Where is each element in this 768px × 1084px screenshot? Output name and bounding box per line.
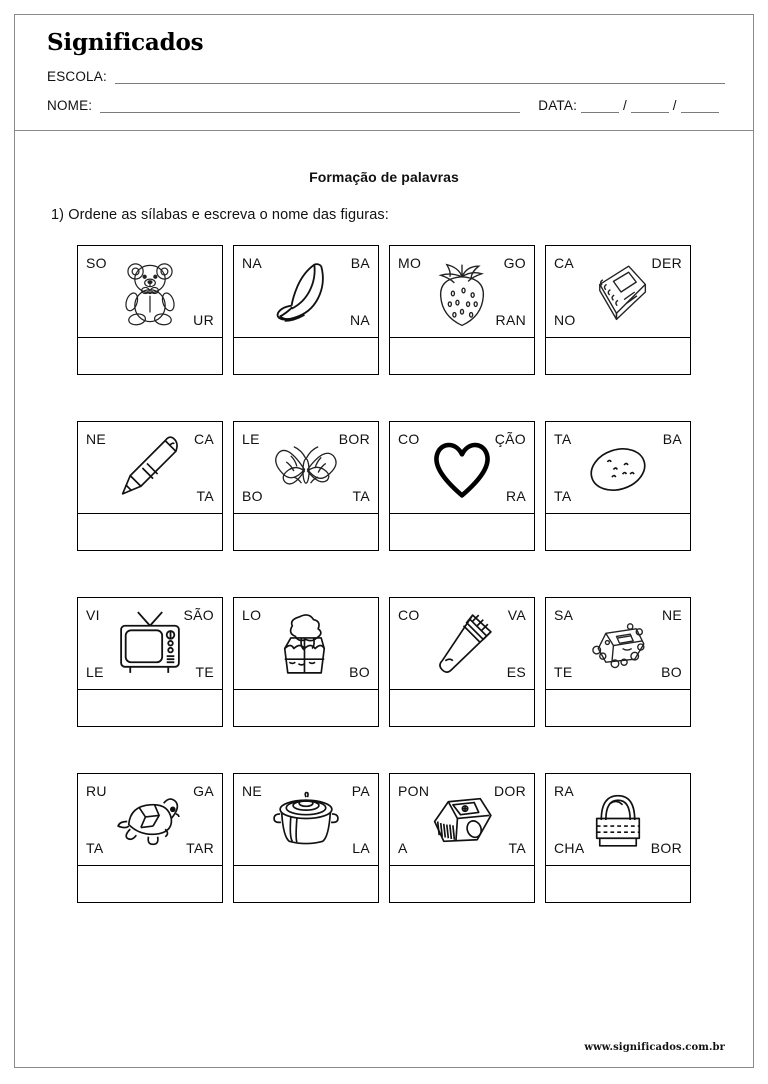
sharpener-icon (423, 782, 501, 858)
syllable-top-left: RA (554, 783, 575, 799)
exercise-card[interactable] (545, 245, 691, 375)
syllable-bottom-left: LE (86, 664, 104, 680)
syllable-bottom-right: TE (195, 664, 214, 680)
answer-line-box[interactable] (78, 514, 222, 550)
card-figure-area (390, 598, 534, 690)
card-figure-area (234, 422, 378, 514)
instruction-text: 1) Ordene as sílabas e escreva o nome das figuras: (51, 207, 389, 223)
syllable-top-right: CA (193, 431, 214, 447)
exercise-card[interactable] (545, 773, 691, 903)
syllable-bottom-left: A (398, 840, 408, 856)
heart-icon (423, 430, 501, 506)
cake-slice-icon (267, 606, 345, 682)
syllable-top-right: BA (350, 255, 370, 271)
card-figure-area (546, 774, 690, 866)
syllable-top-left: PON (398, 783, 430, 799)
page-title: Formação de palavras (309, 169, 459, 185)
syllable-bottom-left: TE (554, 664, 573, 680)
footer-url[interactable]: www.significados.com.br (584, 1042, 725, 1053)
name-label: NOME: (47, 98, 93, 114)
date-separator-1: / (623, 98, 627, 114)
syllable-top-left: NA (242, 255, 263, 271)
syllable-top-left: CA (554, 255, 575, 271)
syllable-bottom-right: TAR (186, 840, 214, 856)
syllable-bottom-right: TA (196, 488, 214, 504)
syllable-bottom-right: BO (349, 664, 370, 680)
date-day-input[interactable] (581, 102, 619, 113)
answer-line-box[interactable] (78, 338, 222, 374)
name-date-field-row (47, 98, 725, 113)
turtle-icon (111, 782, 189, 858)
card-figure-area (78, 422, 222, 514)
syllable-bottom-right: BOR (650, 840, 682, 856)
syllable-bottom-right: UR (193, 312, 214, 328)
card-figure-area (546, 246, 690, 338)
syllable-bottom-right: BO (661, 664, 682, 680)
butterfly-icon (267, 430, 345, 506)
syllable-bottom-right: ES (506, 664, 526, 680)
answer-line-box[interactable] (390, 514, 534, 550)
syllable-bottom-left: NO (554, 312, 576, 328)
syllable-top-right: SÃO (183, 607, 214, 623)
syllable-bottom-left: TA (86, 840, 104, 856)
exercise-card[interactable] (389, 421, 535, 551)
answer-line-box[interactable] (234, 866, 378, 902)
exercise-card[interactable] (389, 245, 535, 375)
syllable-top-right: DOR (493, 783, 526, 799)
date-field-group (538, 98, 722, 113)
syllable-top-right: BOR (338, 431, 370, 447)
banana-icon (267, 254, 345, 330)
cooking-pot-icon (267, 782, 345, 858)
syllable-top-left: LO (242, 607, 262, 623)
name-input-line[interactable] (100, 102, 520, 113)
syllable-bottom-left: BO (242, 488, 263, 504)
notebook-icon (579, 254, 657, 330)
syllable-top-right: ÇÃO (494, 431, 526, 447)
worksheet-body (15, 131, 753, 903)
card-figure-area (234, 246, 378, 338)
syllable-bottom-right: TA (508, 840, 526, 856)
toothbrush-icon (423, 606, 501, 682)
exercise-card[interactable] (77, 421, 223, 551)
syllable-top-right: VA (507, 607, 526, 623)
syllable-top-left: SO (86, 255, 107, 271)
card-row (43, 245, 725, 375)
card-figure-area (234, 598, 378, 690)
syllable-bottom-left: TA (554, 488, 572, 504)
answer-line-box[interactable] (78, 690, 222, 726)
syllable-top-right: GA (193, 783, 214, 799)
card-figure-area (78, 598, 222, 690)
date-month-input[interactable] (631, 102, 669, 113)
syllable-bottom-right: LA (352, 840, 370, 856)
exercise-card[interactable] (77, 597, 223, 727)
exercise-card[interactable] (77, 245, 223, 375)
syllable-top-left: VI (86, 607, 100, 623)
potato-icon (579, 430, 657, 506)
answer-line-box[interactable] (390, 690, 534, 726)
exercise-card[interactable] (545, 421, 691, 551)
exercise-card[interactable] (389, 773, 535, 903)
card-figure-area (546, 422, 690, 514)
card-figure-area (546, 598, 690, 690)
exercise-card[interactable] (77, 773, 223, 903)
card-row (43, 597, 725, 727)
card-figure-area (390, 774, 534, 866)
television-icon (111, 606, 189, 682)
date-separator-2: / (672, 98, 677, 114)
school-field-row (47, 69, 725, 84)
answer-line-box[interactable] (390, 338, 534, 374)
exercise-card[interactable] (389, 597, 535, 727)
syllable-top-left: RU (86, 783, 107, 799)
syllable-bottom-left: CHA (554, 840, 585, 856)
pen-icon (111, 430, 189, 506)
exercise-card[interactable] (545, 597, 691, 727)
answer-line-box[interactable] (234, 514, 378, 550)
syllable-bottom-right: RA (505, 488, 526, 504)
card-figure-area (234, 774, 378, 866)
syllable-bottom-right: TA (352, 488, 370, 504)
card-row (43, 773, 725, 903)
syllable-bottom-right: RAN (495, 312, 526, 328)
syllable-top-left: TA (554, 431, 572, 447)
card-figure-area (78, 774, 222, 866)
syllable-top-left: LE (242, 431, 260, 447)
soap-bar-icon (579, 606, 657, 682)
card-figure-area (390, 422, 534, 514)
syllable-top-left: SA (554, 607, 574, 623)
date-year-input[interactable] (681, 102, 719, 113)
brand-logo: Significados (47, 29, 204, 56)
syllable-top-right: DER (651, 255, 682, 271)
sheet-border (14, 14, 754, 1068)
syllable-top-left: CO (398, 431, 420, 447)
answer-line-box[interactable] (546, 866, 690, 902)
card-figure-area (390, 246, 534, 338)
syllable-top-right: GO (503, 255, 526, 271)
eraser-icon (579, 782, 657, 858)
syllable-top-right: NE (661, 607, 682, 623)
answer-line-box[interactable] (546, 338, 690, 374)
answer-line-box[interactable] (234, 338, 378, 374)
exercise-grid (43, 245, 725, 903)
answer-line-box[interactable] (390, 866, 534, 902)
date-label: DATA: (538, 98, 578, 114)
syllable-top-right: BA (662, 431, 682, 447)
school-input-line[interactable] (115, 73, 725, 84)
card-row (43, 421, 725, 551)
syllable-bottom-right: NA (349, 312, 370, 328)
exercise-card[interactable] (233, 421, 379, 551)
teddy-bear-icon (111, 254, 189, 330)
exercise-card[interactable] (233, 245, 379, 375)
syllable-top-left: CO (398, 607, 420, 623)
syllable-top-left: MO (398, 255, 422, 271)
exercise-card[interactable] (233, 597, 379, 727)
strawberry-icon (423, 254, 501, 330)
page-header (15, 15, 753, 131)
syllable-top-left: NE (242, 783, 263, 799)
exercise-card[interactable] (233, 773, 379, 903)
syllable-top-right: PA (351, 783, 370, 799)
answer-line-box[interactable] (546, 690, 690, 726)
card-figure-area (78, 246, 222, 338)
answer-line-box[interactable] (546, 514, 690, 550)
syllable-top-left: NE (86, 431, 107, 447)
school-label: ESCOLA: (47, 69, 107, 85)
answer-line-box[interactable] (78, 866, 222, 902)
answer-line-box[interactable] (234, 690, 378, 726)
